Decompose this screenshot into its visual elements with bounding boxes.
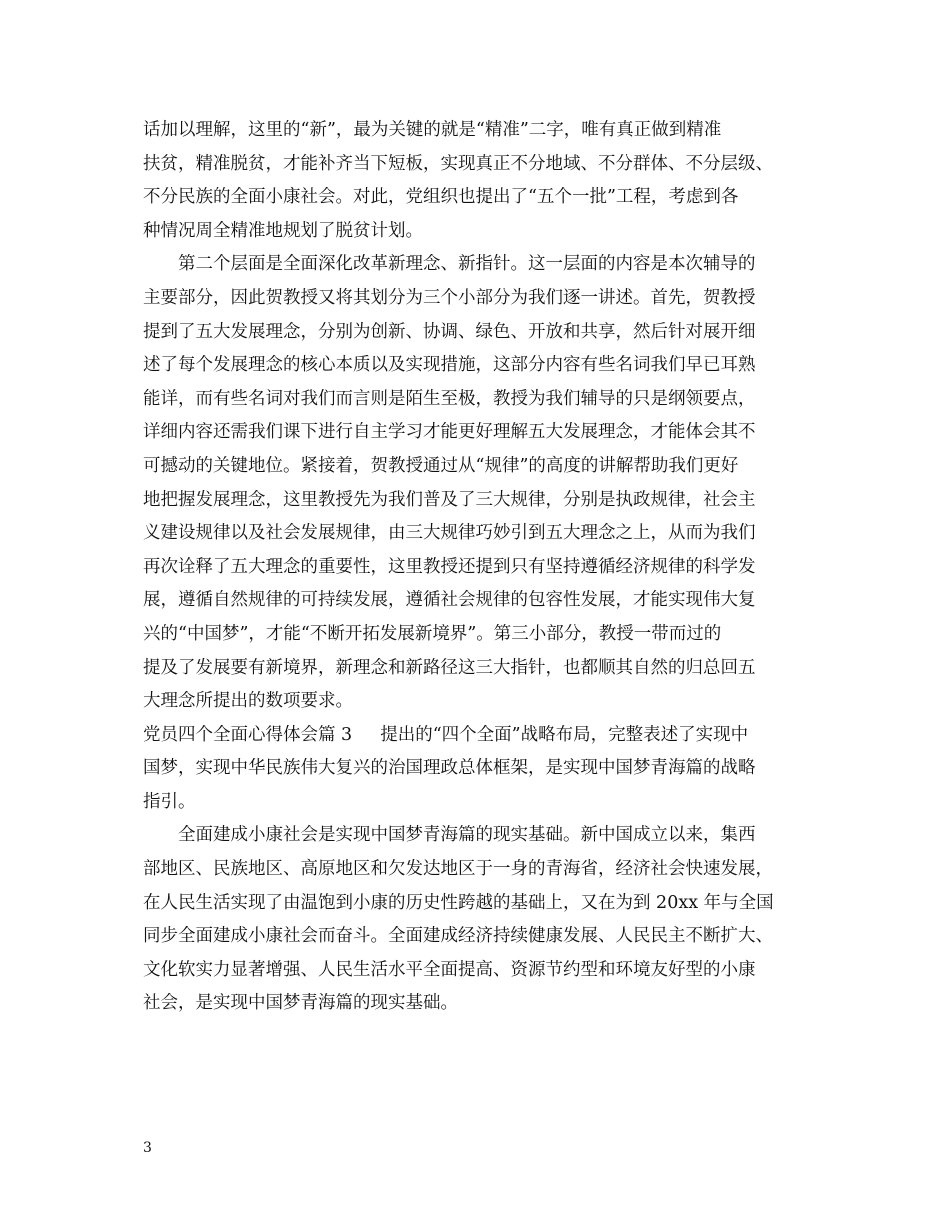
text-line: 社会，是实现中国梦青海篇的现实基础。 (143, 993, 458, 1014)
section-heading: 党员四个全面心得体会篇 3 (143, 724, 353, 745)
text-line: 种情况周全精准地规划了脱贫计划。 (143, 220, 423, 241)
body-text (143, 114, 815, 1021)
text-line: 同步全面建成小康社会而奋斗。全面建成经济持续健康发展、人民民主不断扩大、 (143, 926, 773, 947)
text-line: 展，遵循自然规律的可持续发展，遵循社会规律的包容性发展，才能实现伟大复 (143, 590, 756, 611)
heading-line (143, 719, 815, 753)
text-line: 可撼动的关键地位。紧接着，贺教授通过从“规律”的高度的讲解帮助我们更好 (143, 455, 739, 476)
text-line: 述了每个发展理念的核心本质以及实现措施，这部分内容有些名词我们早已耳熟 (143, 355, 756, 376)
text-line: 第二个层面是全面深化改革新理念、新指针。这一层面的内容是本次辅导的 (178, 254, 756, 275)
text-line: 提到了五大发展理念，分别为创新、协调、绿色、开放和共享，然后针对展开细 (143, 321, 756, 342)
text-line: 扶贫，精准脱贫，才能补齐当下短板，实现真正不分地域、不分群体、不分层级、 (143, 153, 773, 174)
text-line: 指引。 (143, 791, 196, 812)
text-line: 全面建成小康社会是实现中国梦青海篇的现实基础。新中国成立以来，集西 (178, 825, 756, 846)
page-number: 3 (143, 1140, 152, 1156)
text-line: 提出的“四个全面”战略布局，完整表述了实现中 (380, 724, 749, 745)
text-line: 再次诠释了五大理念的重要性，这里教授还提到只有坚持遵循经济规律的科学发 (143, 556, 756, 577)
text-line: 主要部分，因此贺教授又将其划分为三个小部分为我们逐一讲述。首先，贺教授 (143, 287, 756, 308)
text-line: 兴的“中国梦”，才能“不断开拓发展新境界”。第三小部分，教授一带而过的 (143, 623, 722, 644)
text-line: 话加以理解，这里的“新”，最为关键的就是“精准”二字，唯有真正做到精准 (143, 120, 722, 140)
text-line: 地把握发展理念，这里教授先为我们普及了三大规律，分别是执政规律，社会主 (143, 489, 756, 510)
text-line: 义建设规律以及社会发展规律，由三大规律巧妙引到五大理念之上，从而为我们 (143, 523, 756, 544)
text-line: 详细内容还需我们课下进行自主学习才能更好理解五大发展理念，才能体会其不 (143, 422, 756, 443)
text-line: 文化软实力显著增强、人民生活水平全面提高、资源节约型和环境友好型的小康 (143, 959, 756, 980)
text-line: 能详，而有些名词对我们而言则是陌生至极，教授为我们辅导的只是纲领要点， (143, 388, 756, 409)
text-line: 提及了发展要有新境界，新理念和新路径这三大指针，也都顺其自然的归总回五 (143, 657, 756, 678)
text-line: 部地区、民族地区、高原地区和欠发达地区于一身的青海省，经济社会快速发展， (143, 859, 773, 880)
text-line: 不分民族的全面小康社会。对此，党组织也提出了“五个一批”工程，考虑到各 (143, 187, 739, 208)
text-line: 在人民生活实现了由温饱到小康的历史性跨越的基础上，又在为到 20xx 年与全国 (143, 892, 774, 913)
text-line: 大理念所提出的数项要求。 (143, 691, 353, 712)
text-line: 国梦，实现中华民族伟大复兴的治国理政总体框架，是实现中国梦青海篇的战略 (143, 758, 756, 779)
